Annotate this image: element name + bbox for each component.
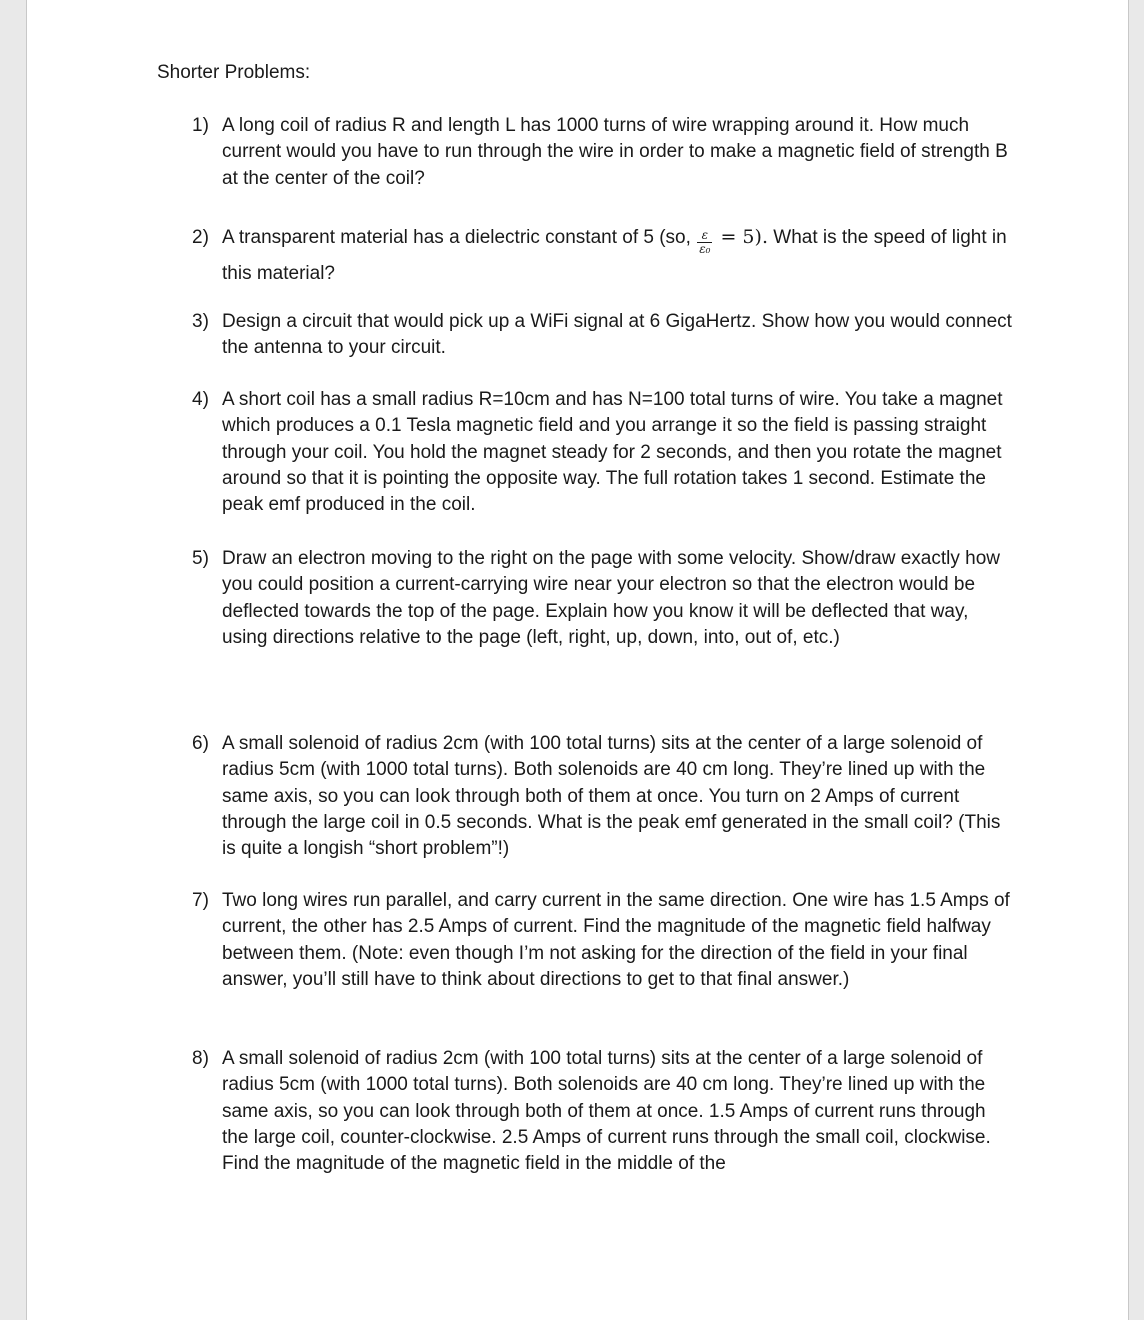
problem-8 [192,1046,1012,1177]
problem-text [222,220,1012,291]
problem-3 [192,309,1012,362]
problem-2 [192,220,1012,291]
problem-text-before: A transparent material has a dielectric constant of 5 (so, [222,227,697,248]
document-page [26,0,1129,1320]
fraction-denominator: ε₀ [699,242,711,256]
problem-text: Design a circuit that would pick up a WiFi signal at 6 GigaHertz. Show how you would connect the antenna to your circuit. [222,311,1012,359]
problem-7 [192,888,1012,993]
problem-number: 3) [192,311,209,332]
problem-number: 4) [192,389,209,410]
problem-text: A small solenoid of radius 2cm (with 100 total turns) sits at the center of a large solenoid of radius 5cm (with 1000 total turns). Both solenoids are 40 cm long. They’re lined up with the same axis, so you can look through both of them at once. 1.5 Amps of current runs through the large coil, counter-clockwise. 2.5 Amps of current runs through the small coil, clockwise. Find the magnitude of the magnetic field in the middle of the [222,1048,991,1175]
equals-value: = 5). [714,226,768,248]
problem-number: 6) [192,733,209,754]
problem-text: Draw an electron moving to the right on the page with some velocity. Show/draw exactly how you could position a current-carrying wire near your electron so that the electron would be deflected towards the top of the page. Explain how you know it will be deflected that way, using directions relative to the page (left, right, up, down, into, out of, etc.) [222,548,1000,648]
problem-text-after: What is the speed of light in this material? [222,227,1007,284]
problem-6 [192,731,1012,862]
problem-text: A long coil of radius R and length L has 1000 turns of wire wrapping around it. How much current would you have to run through the wire in order to make a magnetic field of strength B at the center of the coil? [222,115,1008,189]
problem-4 [192,387,1012,518]
epsilon-fraction [697,229,712,256]
problem-text: Two long wires run parallel, and carry current in the same direction. One wire has 1.5 Amps of current, the other has 2.5 Amps of current. Find the magnitude of the magnetic field halfway between them. (Note: even though I’m not asking for the direction of the field in your final answer, you’ll still have to think about directions to get to that final answer.) [222,890,1010,990]
problem-number: 1) [192,115,209,136]
problem-text: A short coil has a small radius R=10cm and has N=100 total turns of wire. You take a magnet which produces a 0.1 Tesla magnetic field and you arrange it so the field is passing straight through your coil. You hold the magnet steady for 2 seconds, and then you rotate the magnet around so that it is pointing the opposite way. The full rotation takes 1 second. Estimate the peak emf produced in the coil. [222,389,1003,516]
problem-number: 2) [192,227,209,248]
fraction-numerator: ε [697,229,712,243]
problem-number: 5) [192,548,209,569]
problem-1 [192,113,1012,192]
problem-number: 8) [192,1048,209,1069]
section-heading: Shorter Problems: [157,62,311,83]
problem-5 [192,546,1012,651]
problem-text: A small solenoid of radius 2cm (with 100 total turns) sits at the center of a large solenoid of radius 5cm (with 1000 total turns). Both solenoids are 40 cm long. They’re lined up with the same axis, so you can look through both of them at once. You turn on 2 Amps of current through the large coil in 0.5 seconds. What is the peak emf generated in the small coil? (This is quite a longish “short problem”!) [222,733,1001,860]
problem-number: 7) [192,890,209,911]
